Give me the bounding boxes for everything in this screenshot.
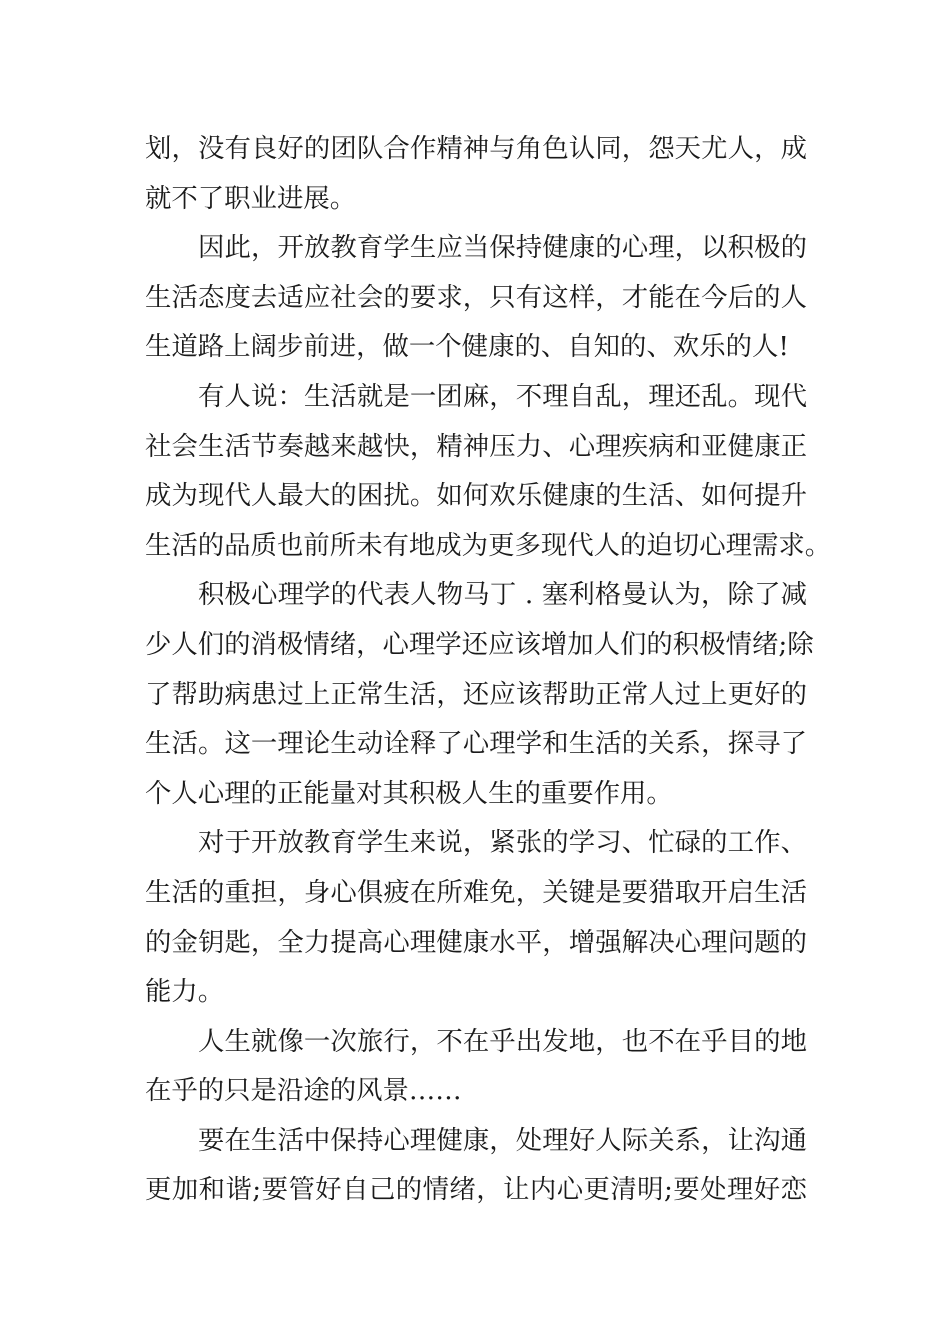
text-line: 个人心理的正能量对其积极人生的重要作用。 bbox=[145, 777, 673, 809]
text-line: 少人们的消极情绪，心理学还应该增加人们的积极情绪;除 bbox=[145, 628, 814, 660]
text-line: 要在生活中保持心理健康，处理好人际关系，让沟通 bbox=[198, 1124, 807, 1156]
text-line: 人生就像一次旅行，不在乎出发地，也不在乎目的地 bbox=[198, 1025, 807, 1057]
paragraph-7 bbox=[145, 1116, 807, 1215]
text-line: 生活的重担，身心俱疲在所难免，关键是要猎取开启生活 bbox=[145, 876, 807, 908]
text-line: 因此，开放教育学生应当保持健康的心理，以积极的 bbox=[198, 232, 807, 264]
text-line: 生活的品质也前所未有地成为更多现代人的迫切心理需求。 bbox=[145, 529, 832, 561]
text-line: 更加和谐;要管好自己的情绪，让内心更清明;要处理好恋 bbox=[145, 1174, 807, 1206]
paragraph-5 bbox=[145, 818, 807, 1016]
paragraph-3 bbox=[145, 372, 832, 570]
text-line: 社会生活节奏越来越快，精神压力、心理疾病和亚健康正 bbox=[145, 430, 807, 462]
text-line: 在乎的只是沿途的风景…… bbox=[145, 1075, 462, 1107]
paragraph-6 bbox=[145, 1017, 807, 1116]
text-line: 成为现代人最大的困扰。如何欢乐健康的生活、如何提升 bbox=[145, 480, 807, 512]
text-line: 的金钥匙，全力提高心理健康水平，增强解决心理问题的 bbox=[145, 926, 807, 958]
paragraph-1 bbox=[145, 124, 807, 223]
text-line: 生道路上阔步前进，做一个健康的、自知的、欢乐的人! bbox=[145, 331, 789, 363]
text-line: 能力。 bbox=[145, 976, 225, 1008]
text-line: 对于开放教育学生来说，紧张的学习、忙碌的工作、 bbox=[198, 827, 807, 859]
text-line: 生活态度去适应社会的要求，只有这样，才能在今后的人 bbox=[145, 281, 807, 313]
text-line: 了帮助病患过上正常生活，还应该帮助正常人过上更好的 bbox=[145, 678, 807, 710]
document-page bbox=[145, 124, 832, 1215]
text-line: 有人说：生活就是一团麻，不理自乱，理还乱。现代 bbox=[198, 380, 807, 412]
paragraph-2 bbox=[145, 223, 807, 372]
text-line: 划，没有良好的团队合作精神与角色认同，怨天尤人，成 bbox=[145, 133, 807, 164]
text-line: 就不了职业进展。 bbox=[145, 182, 357, 214]
paragraph-4 bbox=[145, 570, 814, 818]
text-line: 积极心理学的代表人物马丁 . 塞利格曼认为，除了减 bbox=[198, 579, 807, 611]
text-line: 生活。这一理论生动诠释了心理学和生活的关系，探寻了 bbox=[145, 728, 807, 760]
